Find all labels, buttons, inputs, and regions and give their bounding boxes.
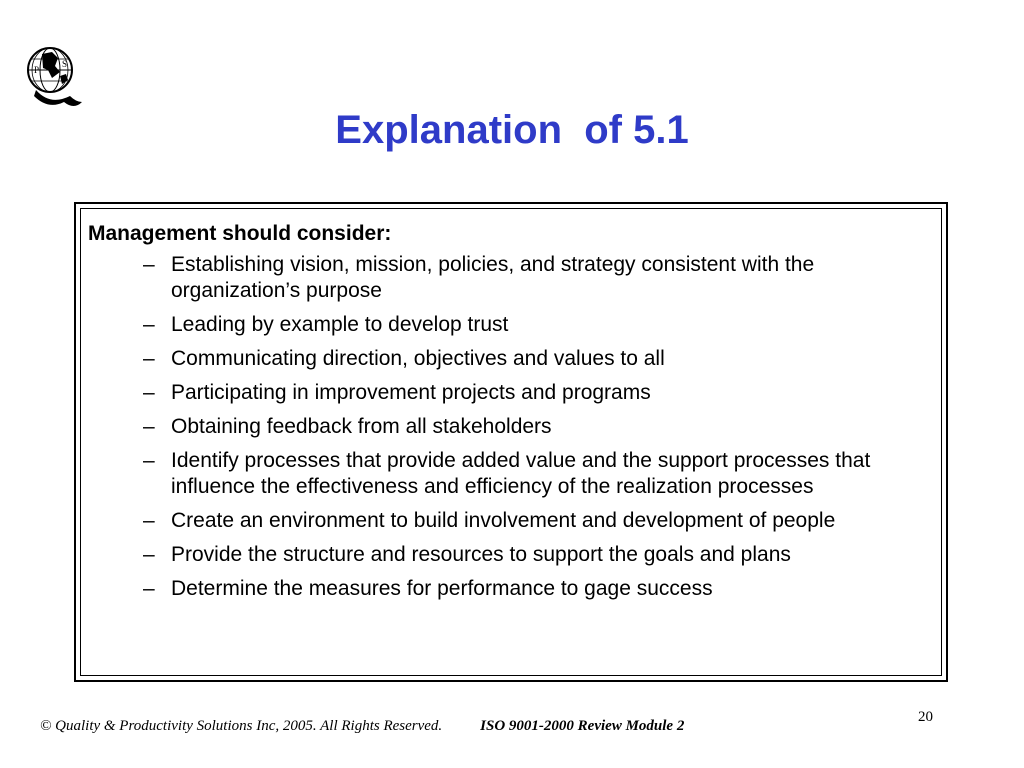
dash-bullet-icon: – <box>143 415 155 438</box>
bullet-item <box>88 312 938 338</box>
bullet-item <box>88 414 938 440</box>
dash-bullet-icon: – <box>143 253 155 276</box>
globe-q-logo-icon <box>22 40 84 110</box>
bullet-text: Determine the measures for performance to gage success <box>171 577 713 600</box>
dash-bullet-icon: – <box>143 577 155 600</box>
bullet-text: Obtaining feedback from all stakeholders <box>171 415 552 438</box>
bullet-text: Identify processes that provide added value and the support processes that influence the effectiveness and efficiency of the realization processes <box>171 449 871 498</box>
bullet-item <box>88 380 938 406</box>
dash-bullet-icon: – <box>143 543 155 566</box>
content-text <box>88 220 938 610</box>
slide-title: Explanation of 5.1 <box>335 108 689 152</box>
footer-module-name: ISO 9001-2000 Review Module 2 <box>480 718 685 734</box>
svg-text:S: S <box>62 59 68 69</box>
bullet-text: Participating in improvement projects and programs <box>171 381 651 404</box>
bullet-item <box>88 542 938 568</box>
bullet-item <box>88 576 938 602</box>
footer-copyright: © Quality & Productivity Solutions Inc, 2005. All Rights Reserved. <box>40 718 443 734</box>
dash-bullet-icon: – <box>143 347 155 370</box>
footer <box>40 718 684 735</box>
bullet-item <box>88 346 938 372</box>
bullet-item <box>88 448 938 500</box>
bullet-item <box>88 508 938 534</box>
dash-bullet-icon: – <box>143 449 155 472</box>
dash-bullet-icon: – <box>143 509 155 532</box>
svg-text:P: P <box>34 65 40 75</box>
bullet-item <box>88 252 938 304</box>
dash-bullet-icon: – <box>143 313 155 336</box>
bullet-list <box>88 252 938 602</box>
bullet-text: Leading by example to develop trust <box>171 313 509 336</box>
bullet-text: Create an environment to build involvement and development of people <box>171 509 836 532</box>
bullet-text: Provide the structure and resources to support the goals and plans <box>171 543 791 566</box>
bullet-text: Communicating direction, objectives and values to all <box>171 347 665 370</box>
dash-bullet-icon: – <box>143 381 155 404</box>
page-number: 20 <box>918 709 933 725</box>
box-heading: Management should consider: <box>88 222 392 245</box>
bullet-text: Establishing vision, mission, policies, and strategy consistent with the organization’s purpose <box>171 253 815 302</box>
